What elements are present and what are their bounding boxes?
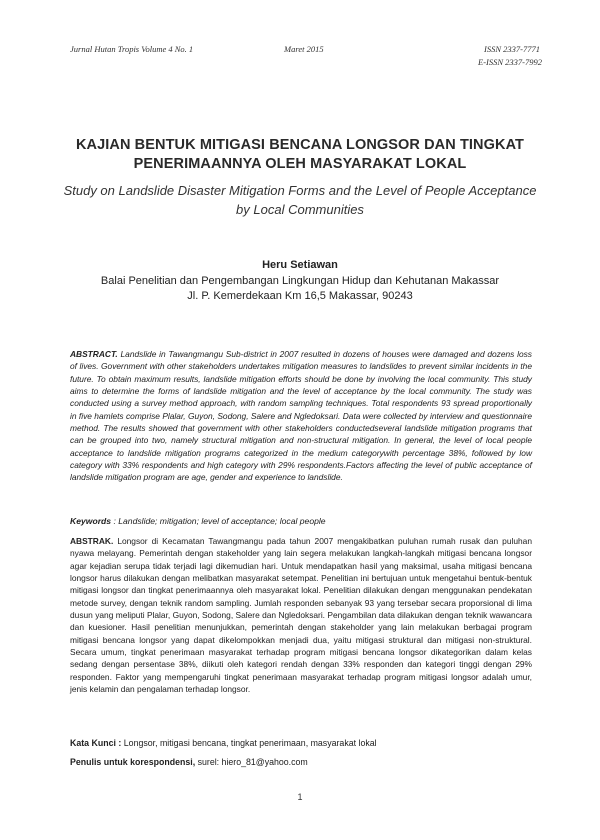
correspondence-label: Penulis untuk korespondensi,	[70, 757, 196, 767]
affiliation-line-1: Balai Penelitian dan Pengembangan Lingkungan Hidup dan Kehutanan Makassar	[100, 275, 500, 287]
author-affiliation	[60, 274, 540, 304]
abstract-english-label: ABSTRACT.	[70, 349, 118, 359]
abstract-indonesian	[70, 535, 532, 695]
paper-title: KAJIAN BENTUK MITIGASI BENCANA LONGSOR DAN TINGKAT PENERIMAANNYA OLEH MASYARAKAT LOKAL	[75, 137, 525, 172]
correspondence-email: surel: hiero_81@yahoo.com	[197, 757, 308, 767]
paper-subtitle: Study on Landslide Disaster Mitigation Forms and the Level of People Acceptance by Local Communities	[63, 183, 537, 217]
abstract-english	[70, 348, 532, 484]
author-name: Heru Setiawan	[262, 259, 338, 271]
keywords-indonesian	[70, 738, 532, 748]
abstract-indonesian-label: ABSTRAK.	[70, 536, 114, 546]
keywords-indonesian-text: Longsor, mitigasi bencana, tingkat penerimaan, masyarakat lokal	[123, 738, 377, 748]
keywords-english	[70, 516, 532, 526]
affiliation-line-2: Jl. P. Kemerdekaan Km 16,5 Makassar, 90243	[187, 290, 413, 302]
correspondence-note	[70, 757, 532, 767]
abstract-indonesian-text: Longsor di Kecamatan Tawangmangu pada tahun 2007 mengakibatkan puluhan rumah rusak dan puluhan nyawa melayang. Pemerintah dengan stakeholder yang lain segera melakukan langkah-langkah mitigasi bencana longsor agar kejadian serupa tidak terjadi lagi dikemudian hari. Untuk mendapatkan hasil yang maksimal, usaha mitigasi bencana longsor harus dilakukan dengan melibatkan masyarakat setempat. Penelitian ini bertujuan untuk mengetahui bentuk-bentuk mitigasi longsor dan tingkat penerimaannya oleh masyarakat lokal. Penelitian dilakukan dengan menggunakan pendekatan metode survey, dengan teknik random sampling. Jumlah responden sebanyak 93 yang tersebar secara proporsional di lima dusun yang meliputi Plalar, Guyon, Sodong, Salere dan Ngledoksari. Pengambilan data dilakukan dengan teknik wawancara dan kuesioner. Hasil penelitian menunjukkan, pemerintah dengan stakeholder yang lain melakukan berbagai program mitigasi bencana longsor yang dapat dikelompokkan menjadi dua, yaitu mitigasi struktural dan mitigasi non-struktural. Secara umum, tingkat penerimaan masyarakat terhadap program mitigasi bencana longsor dikategorikan dalam kelas sedang dengan persentase 38%, diikuti oleh kategori rendah dengan 33% responden dan kategori tinggi dengan 29% responden. Faktor yang mempengaruhi tingkat penerimaan masyarakat terhadap program mitigasi longsor adalah umur, jenis kelamin dan pengalaman terhadap longsor.	[70, 536, 532, 695]
keywords-indonesian-label: Kata Kunci :	[70, 738, 122, 748]
header-journal-name: Jurnal Hutan Tropis Volume 4 No. 1	[70, 44, 194, 54]
keywords-english-text: : Landslide; mitigation; level of acceptance; local people	[113, 516, 326, 526]
header-date: Maret 2015	[284, 44, 324, 54]
header-issn: ISSN 2337-7771	[484, 44, 540, 54]
header-eissn: E-ISSN 2337-7992	[478, 57, 542, 67]
keywords-english-label: Keywords	[70, 516, 112, 526]
page-number: 1	[297, 792, 303, 802]
abstract-english-text: Landslide in Tawangmangu Sub-district in 2007 resulted in dozens of houses were damaged and dozens loss of lives. Government with other stakeholders undertakes mitigation measures to landslides to prevent similar incidents in the future. To obtain maximum results, landslide mitigation efforts should be done by involving the local community. This study aims to determine the forms of landslide mitigation and the level of acceptance by the local community. The study was conducted using a survey method approach, with random sampling techniques. Total respondents 93 spread proportionally in five hamlets comprise Plalar, Guyon, Sodong, Salere and Ngledoksari. Data were collected by interview and questionnaire method. The results showed that government with other stakeholders conductedseveral landslide mitigation programs that can be grouped into two, namely structural mitigation and non-structural mitigation. In general, the level of local people acceptance to landslide mitigation programs categorized in the medium categorywith percentage 38%, followed by low category with 33% respondents and high category with 29% respondents.Factors affecting the level of public acceptance of landslide mitigation program are age, gender and experience to landslide.	[70, 349, 532, 483]
